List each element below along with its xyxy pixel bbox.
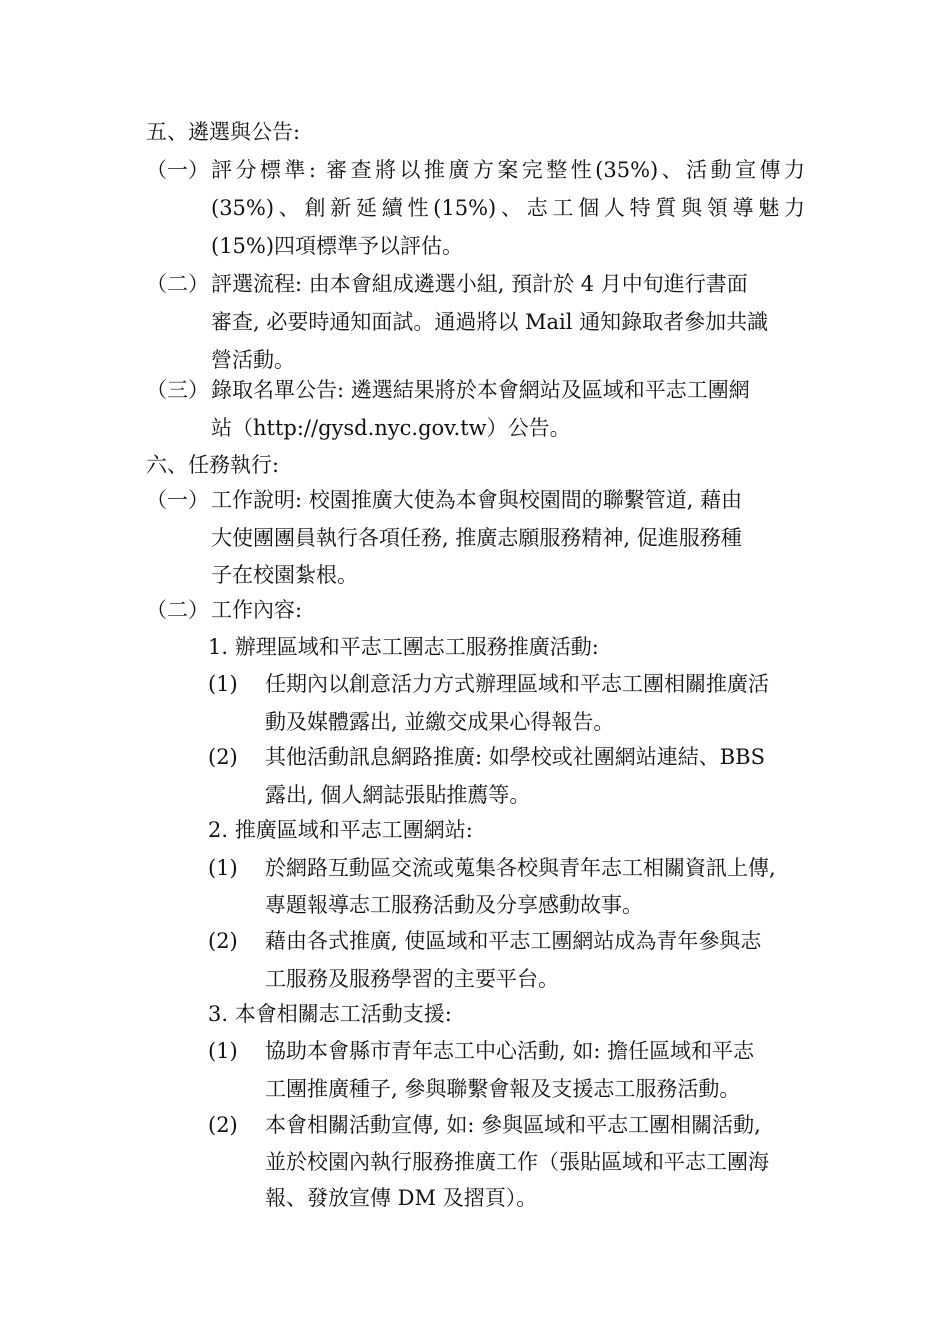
- s6-item-1-number: （一）: [146, 488, 209, 512]
- sub-2-item-2-line-2: 工服務及服務學習的主要平台。: [265, 967, 559, 991]
- s5-item-1-line-1: 評分標準: 審查將以推廣方案完整性(35%)、活動宣傳力: [211, 158, 805, 182]
- s6-item-2-number: （二）: [146, 598, 209, 622]
- sub-1-item-2-number: (2): [208, 745, 238, 769]
- s5-item-3-line-2: 站（http://gysd.nyc.gov.tw）公告。: [211, 416, 571, 440]
- s5-item-2-line-1: 評選流程: 由本會組成遴選小組, 預計於 4 月中旬進行書面: [211, 272, 748, 296]
- sub-3-item-2-line-3: 報、發放宣傳 DM 及摺頁）。: [265, 1186, 538, 1210]
- sub-2-item-2-line-1: 藉由各式推廣, 使區域和平志工團網站成為青年參與志: [265, 929, 762, 953]
- sub-1-item-1-number: (1): [208, 672, 238, 696]
- sub-3-title: 3. 本會相關志工活動支援:: [208, 1002, 452, 1026]
- sub-2-title: 2. 推廣區域和平志工團網站:: [208, 818, 473, 842]
- s6-item-1-line-3: 子在校園紮根。: [211, 563, 358, 587]
- section-5-heading: 五、遴選與公告:: [146, 120, 301, 144]
- s6-item-1-line-1: 工作說明: 校園推廣大使為本會與校園間的聯繫管道, 藉由: [211, 488, 743, 512]
- s5-item-3-number: （三）: [146, 378, 209, 402]
- sub-2-item-1-line-2: 專題報導志工服務活動及分享感動故事。: [265, 893, 643, 917]
- s5-item-2-line-2: 審查, 必要時通知面試。通過將以 Mail 通知錄取者參加共識: [211, 310, 769, 334]
- sub-1-title: 1. 辦理區域和平志工團志工服務推廣活動:: [208, 635, 599, 659]
- s6-item-2-title: 工作內容:: [211, 598, 303, 622]
- sub-3-item-1-line-1: 協助本會縣市青年志工中心活動, 如: 擔任區域和平志: [265, 1039, 755, 1063]
- sub-3-item-2-line-1: 本會相關活動宣傳, 如: 參與區域和平志工團相關活動,: [265, 1113, 761, 1137]
- sub-1-item-2-line-1: 其他活動訊息網路推廣: 如學校或社團網站連結、BBS: [265, 745, 765, 769]
- sub-3-item-2-line-2: 並於校園內執行服務推廣工作（張貼區域和平志工團海: [265, 1150, 769, 1174]
- s5-item-3-line-1: 錄取名單公告: 遴選結果將於本會網站及區域和平志工團網: [211, 378, 750, 402]
- sub-3-item-2-number: (2): [208, 1113, 238, 1137]
- sub-2-item-1-line-1: 於網路互動區交流或蒐集各校與青年志工相關資訊上傳,: [265, 856, 776, 880]
- sub-1-item-2-line-2: 露出, 個人網誌張貼推薦等。: [265, 783, 531, 807]
- s5-item-1-line-2: (35%)、創新延續性(15%)、志工個人特質與領導魅力: [211, 196, 805, 220]
- sub-1-item-1-line-1: 任期內以創意活力方式辦理區域和平志工團相關推廣活: [265, 672, 769, 696]
- sub-2-item-2-number: (2): [208, 929, 238, 953]
- sub-2-item-1-number: (1): [208, 856, 238, 880]
- sub-3-item-1-line-2: 工團推廣種子, 參與聯繫會報及支援志工服務活動。: [265, 1077, 741, 1101]
- section-6-heading: 六、任務執行:: [146, 453, 280, 477]
- s5-item-1-number: （一）: [146, 158, 209, 182]
- s6-item-1-line-2: 大使團團員執行各項任務, 推廣志願服務精神, 促進服務種: [211, 526, 742, 550]
- s5-item-2-line-3: 營活動。: [211, 348, 295, 372]
- s5-item-1-line-3: (15%)四項標準予以評估。: [211, 234, 464, 258]
- sub-1-item-1-line-2: 動及媒體露出, 並繳交成果心得報告。: [265, 710, 615, 734]
- s5-item-2-number: （二）: [146, 272, 209, 296]
- sub-3-item-1-number: (1): [208, 1039, 238, 1063]
